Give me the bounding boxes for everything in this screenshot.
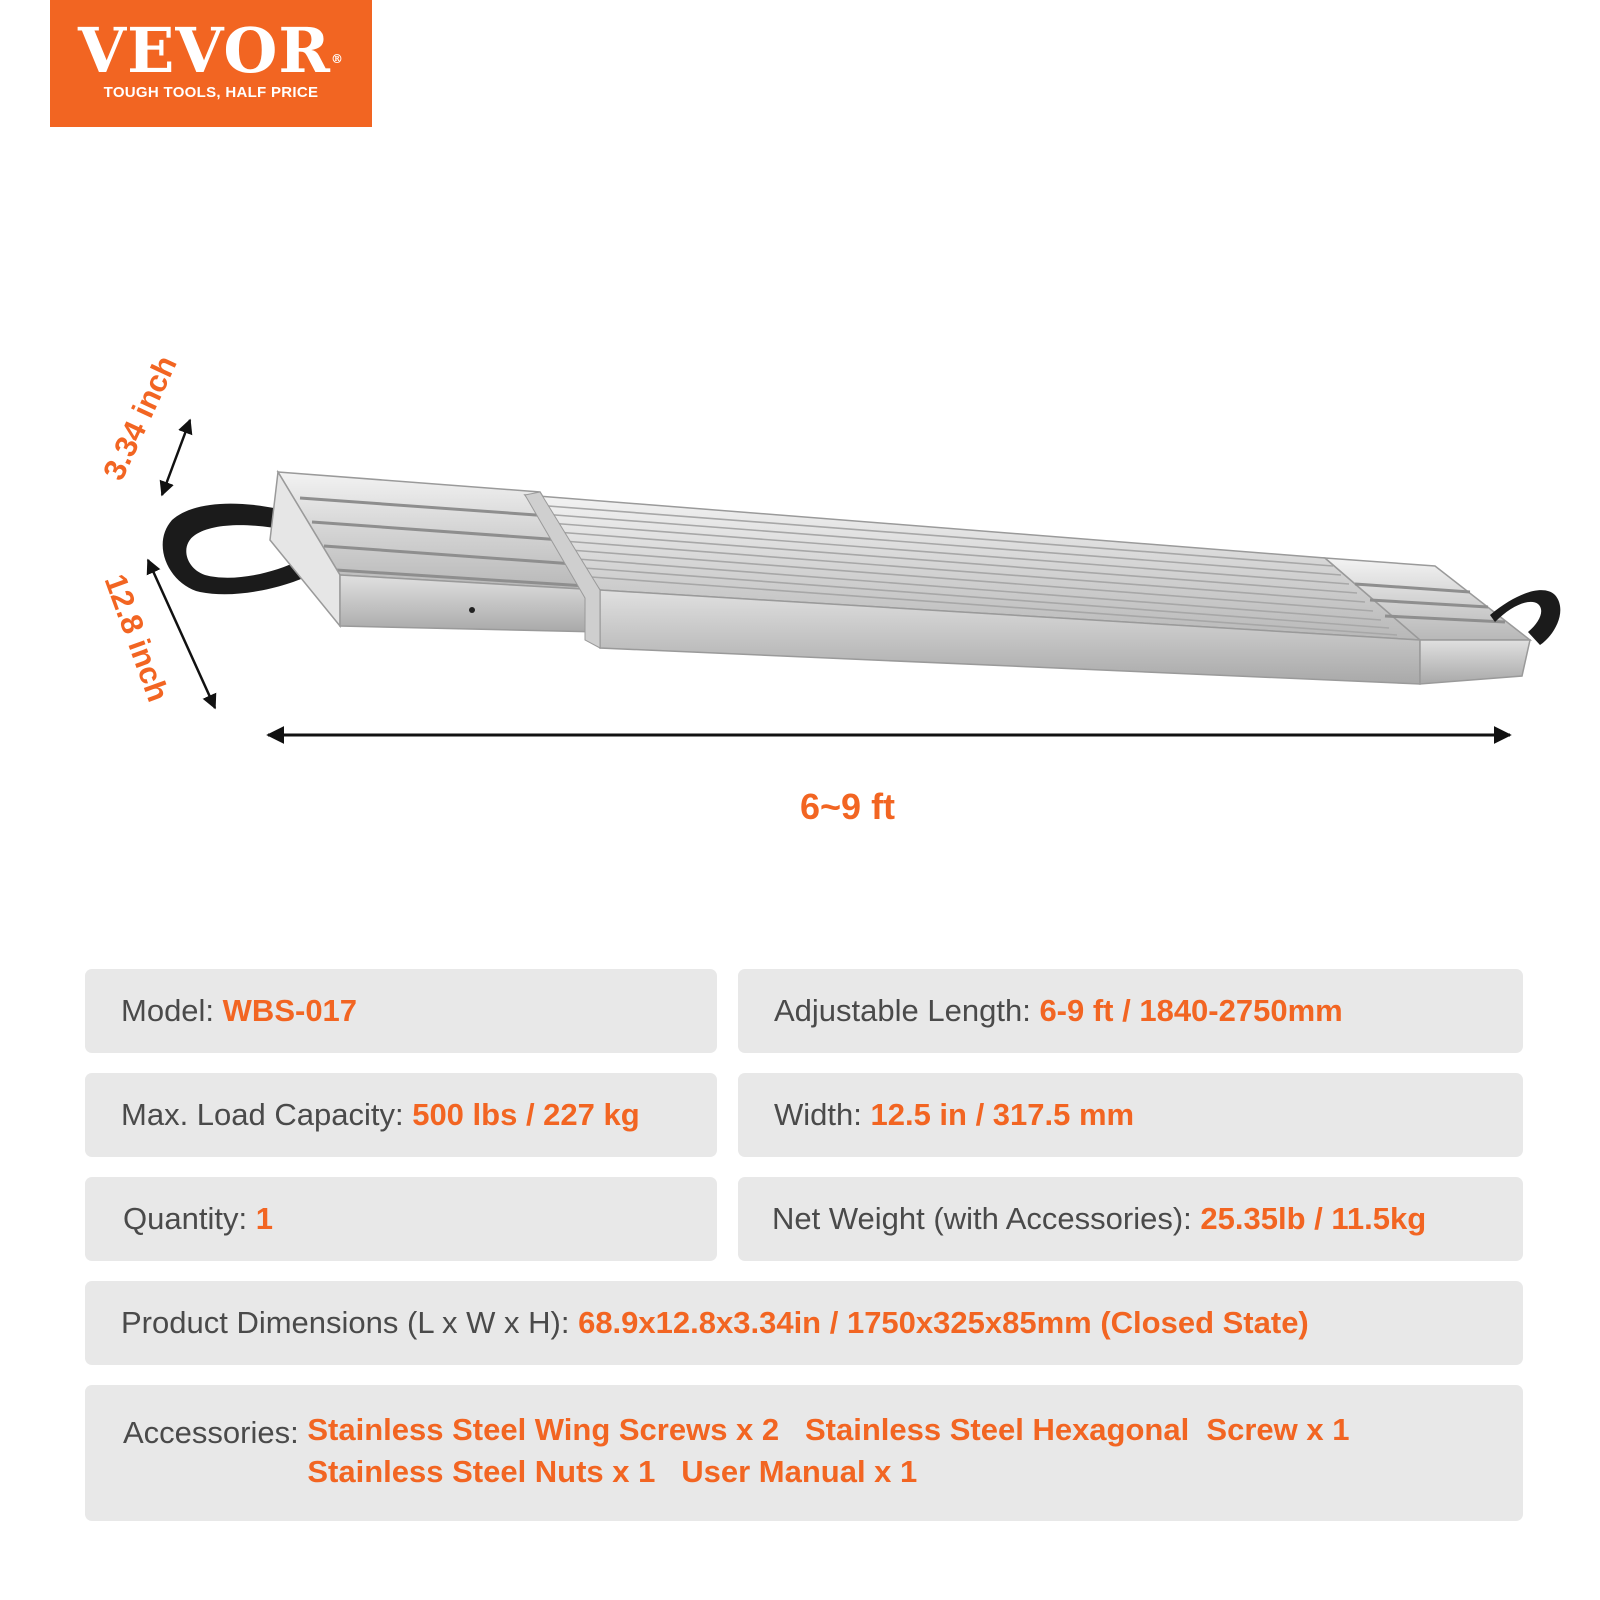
spec-model-value: WBS-017 <box>222 993 358 1028</box>
spec-max-load-value: 500 lbs / 227 kg <box>412 1097 640 1132</box>
spec-width-label: Width: <box>774 1097 871 1132</box>
spec-max-load <box>85 1073 717 1157</box>
height-arrow <box>162 420 190 495</box>
spec-adjustable-length-label: Adjustable Length: <box>774 993 1040 1028</box>
spec-quantity-label: Quantity: <box>123 1201 256 1236</box>
spec-product-dimensions-label: Product Dimensions (L x W x H): <box>121 1305 579 1340</box>
left-extension-rails <box>270 472 600 632</box>
spec-width-value: 12.5 in / 317.5 mm <box>870 1097 1135 1132</box>
height-dimension-label: 3.34 inch <box>95 350 184 486</box>
spec-model-label: Model: <box>121 993 223 1028</box>
accessories-line-1: Stainless Steel Wing Screws x 2 Stainless Steel Hexagonal Screw x 1 <box>307 1412 1350 1447</box>
spec-quantity-value: 1 <box>255 1201 273 1236</box>
logo-tagline: TOUGH TOOLS, HALF PRICE <box>103 84 319 101</box>
spec-accessories-label: Accessories: <box>123 1415 308 1450</box>
spec-max-load-label: Max. Load Capacity: <box>121 1097 413 1132</box>
length-dimension-label: 6~9 ft <box>800 786 896 827</box>
spec-product-dimensions-value: 68.9x12.8x3.34in / 1750x325x85mm (Closed State) <box>578 1305 1309 1340</box>
registered-mark: ® <box>330 52 344 66</box>
spec-product-dimensions <box>85 1281 1523 1365</box>
spec-model <box>85 969 717 1053</box>
main-platform <box>525 492 1420 684</box>
spec-quantity <box>85 1177 717 1261</box>
spec-width <box>738 1073 1523 1157</box>
spec-net-weight <box>738 1177 1523 1261</box>
spec-net-weight-label: Net Weight (with Accessories): <box>772 1201 1201 1236</box>
spec-net-weight-value: 25.35lb / 11.5kg <box>1200 1201 1427 1236</box>
spec-accessories <box>85 1385 1523 1521</box>
spec-adjustable-length-value: 6-9 ft / 1840-2750mm <box>1039 993 1343 1028</box>
logo-wordmark: VEVOR <box>78 14 331 87</box>
spec-adjustable-length <box>738 969 1523 1053</box>
accessories-line-2: Stainless Steel Nuts x 1 User Manual x 1 <box>307 1454 918 1489</box>
width-dimension-label: 12.8 inch <box>97 569 176 707</box>
accessories-list <box>307 1409 1349 1493</box>
